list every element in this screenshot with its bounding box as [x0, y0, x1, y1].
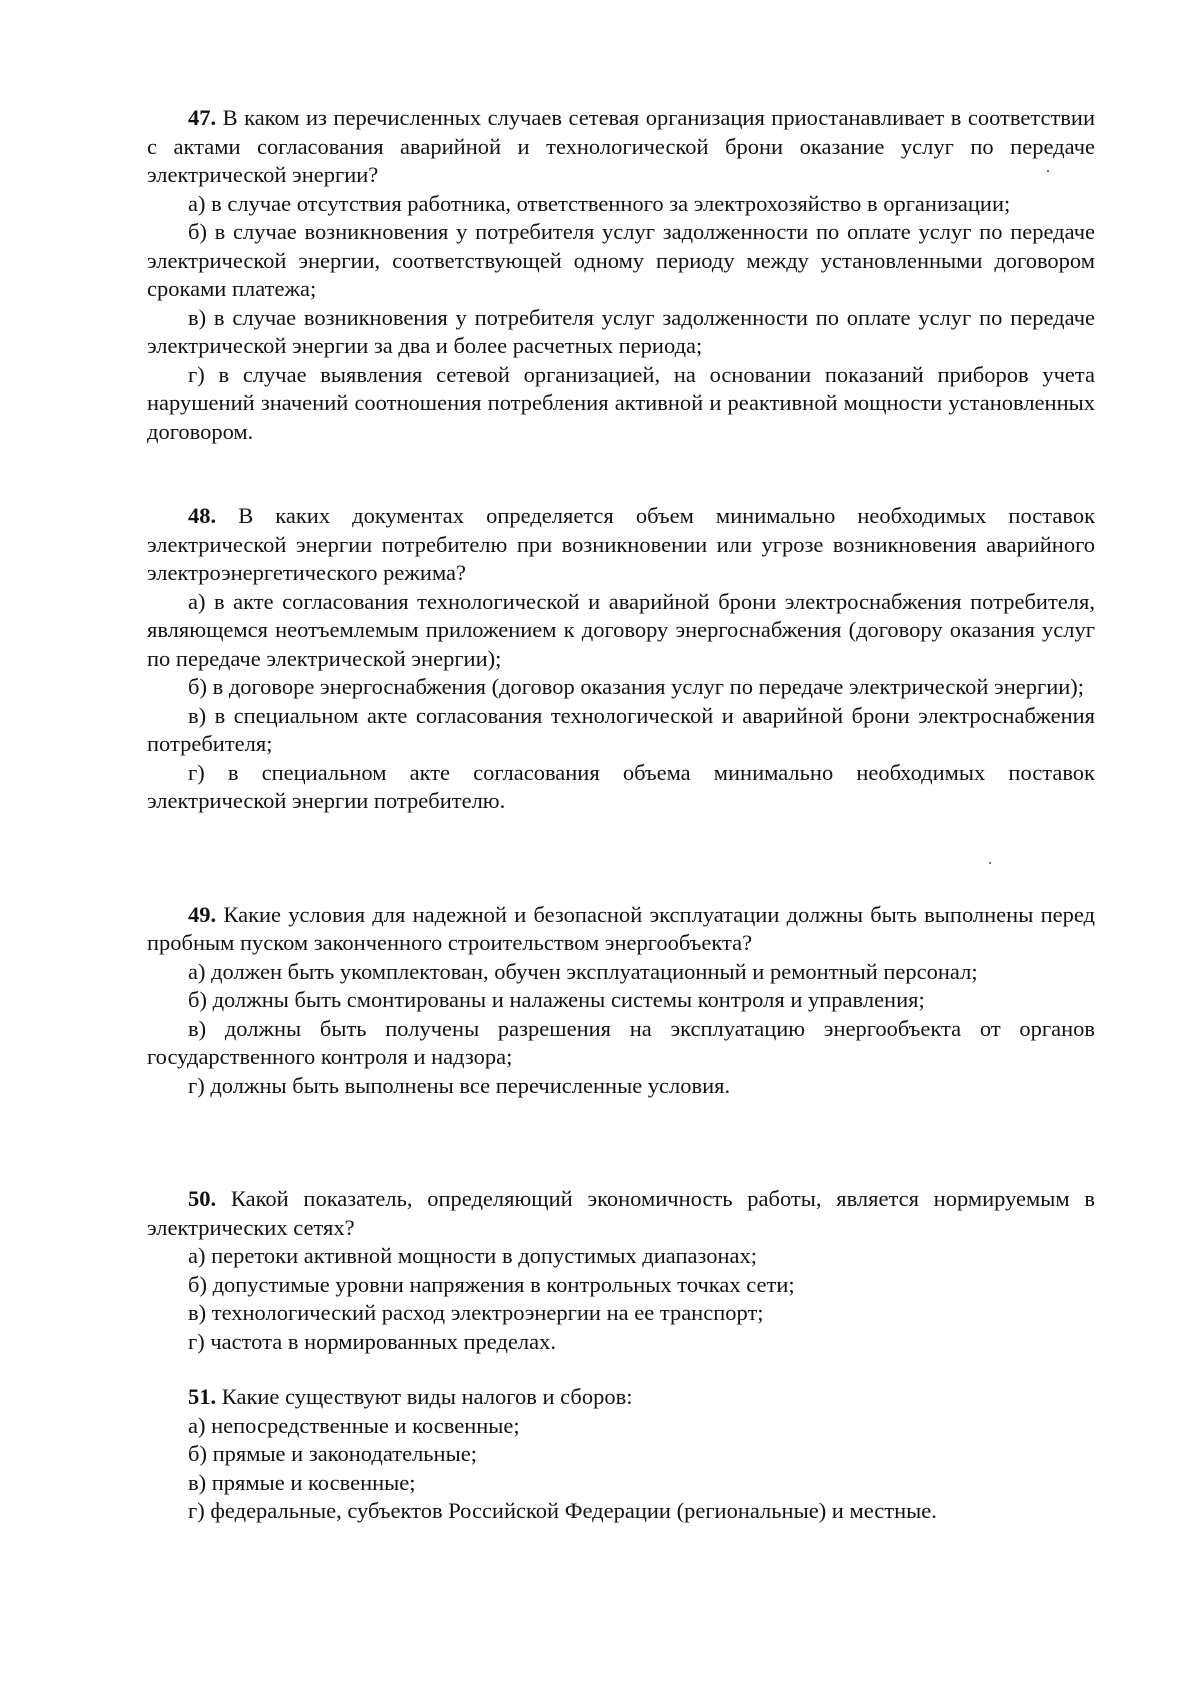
answer-option-g: г) частота в нормированных пределах.: [188, 1328, 556, 1354]
answer-option-a: а) перетоки активной мощности в допустимых диапазонах;: [188, 1243, 758, 1268]
question-text: [147, 1185, 1095, 1242]
scan-speck: [1047, 170, 1049, 172]
answer-option-g: г) должны быть выполнены все перечисленные условия.: [188, 1072, 731, 1098]
question-body: В каком из перечисленных случаев сетевая организация приостанавливает в соответствии с актами согласования аварийной и технологической брони оказание услуг по передаче электрической энергии?: [147, 105, 1095, 187]
question-number: 49.: [188, 901, 217, 927]
answer-option-b: б) в договоре энергоснабжения (договор оказания услуг по передаче электрической энергии);: [188, 674, 1085, 699]
answer-option-a: а) должен быть укомплектован, обучен эксплуатационный и ремонтный персонал;: [188, 958, 978, 984]
question-number: 47.: [188, 105, 217, 130]
question-49: [147, 901, 1095, 1101]
question-text: [147, 901, 1095, 958]
answer-option-a: а) в случае отсутствия работника, ответственного за электрохозяйство в организации;: [188, 190, 1011, 216]
spacer: [147, 1100, 1095, 1185]
answer-option-v: в) должны быть получены разрешения на эксплуатацию энергообъекта от органов государственного контроля и надзора;: [147, 1015, 1095, 1069]
document-content: [147, 104, 1095, 1526]
answer-option-b: б) в случае возникновения у потребителя услуг задолженности по оплате услуг по передаче электрической энергии, соответствующей одному периоду между установленными договором сроками платежа;: [147, 219, 1095, 301]
question-48: [147, 502, 1095, 816]
answer-option-v: в) технологический расход электроэнергии на ее транспорт;: [188, 1300, 764, 1325]
answer-option-a: а) в акте согласования технологической и аварийной брони электроснабжения потребителя, являющемся неотъемлемым приложением к договору энергоснабжения (договору оказания услуг по передаче электрической энергии);: [147, 588, 1095, 671]
answer-option-g: г) федеральные, субъектов Российской Федерации (региональные) и местные.: [188, 1498, 937, 1523]
question-47: [147, 104, 1095, 446]
answer-option-a: а) непосредственные и косвенные;: [188, 1412, 520, 1438]
question-51: [147, 1383, 1095, 1526]
question-50: [147, 1185, 1095, 1356]
question-body: Какой показатель, определяющий экономичность работы, является нормируемым в электрических сетях?: [147, 1186, 1095, 1240]
scan-speck: [989, 862, 991, 864]
question-text: [147, 1383, 1095, 1412]
question-number: 48.: [188, 503, 217, 528]
answer-option-v: в) прямые и косвенные;: [188, 1469, 416, 1495]
spacer: [147, 446, 1095, 502]
answer-option-g: г) в специальном акте согласования объема минимально необходимых поставок электрической энергии потребителю.: [147, 759, 1095, 813]
answer-option-b: б) допустимые уровни напряжения в контрольных точках сети;: [188, 1271, 795, 1297]
answer-option-v: в) в случае возникновения у потребителя услуг задолженности по оплате услуг по передаче электрической энергии за два и более расчетных периода;: [147, 304, 1095, 358]
question-text: [147, 104, 1095, 190]
question-number: 51.: [188, 1384, 217, 1409]
question-text: [147, 502, 1095, 588]
question-number: 50.: [188, 1186, 217, 1211]
question-body: В каких документах определяется объем минимально необходимых поставок электрической энергии потребителю при возникновении или угрозе возникновения аварийного электроэнергетического режима?: [147, 503, 1095, 585]
answer-option-b: б) прямые и законодательные;: [188, 1441, 477, 1466]
question-body: Какие условия для надежной и безопасной эксплуатации должны быть выполнены перед пробным пуском законченного строительством энергообъекта?: [147, 901, 1095, 955]
answer-option-v: в) в специальном акте согласования технологической и аварийной брони электроснабжения потребителя;: [147, 702, 1095, 756]
answer-option-g: г) в случае выявления сетевой организацией, на основании показаний приборов учета нарушений значений соотношения потребления активной и реактивной мощности установленных договором.: [147, 361, 1095, 444]
spacer: [147, 816, 1095, 901]
answer-option-b: б) должны быть смонтированы и налажены системы контроля и управления;: [188, 987, 925, 1012]
question-body: Какие существуют виды налогов и сборов:: [221, 1384, 633, 1409]
spacer: [147, 1356, 1095, 1383]
